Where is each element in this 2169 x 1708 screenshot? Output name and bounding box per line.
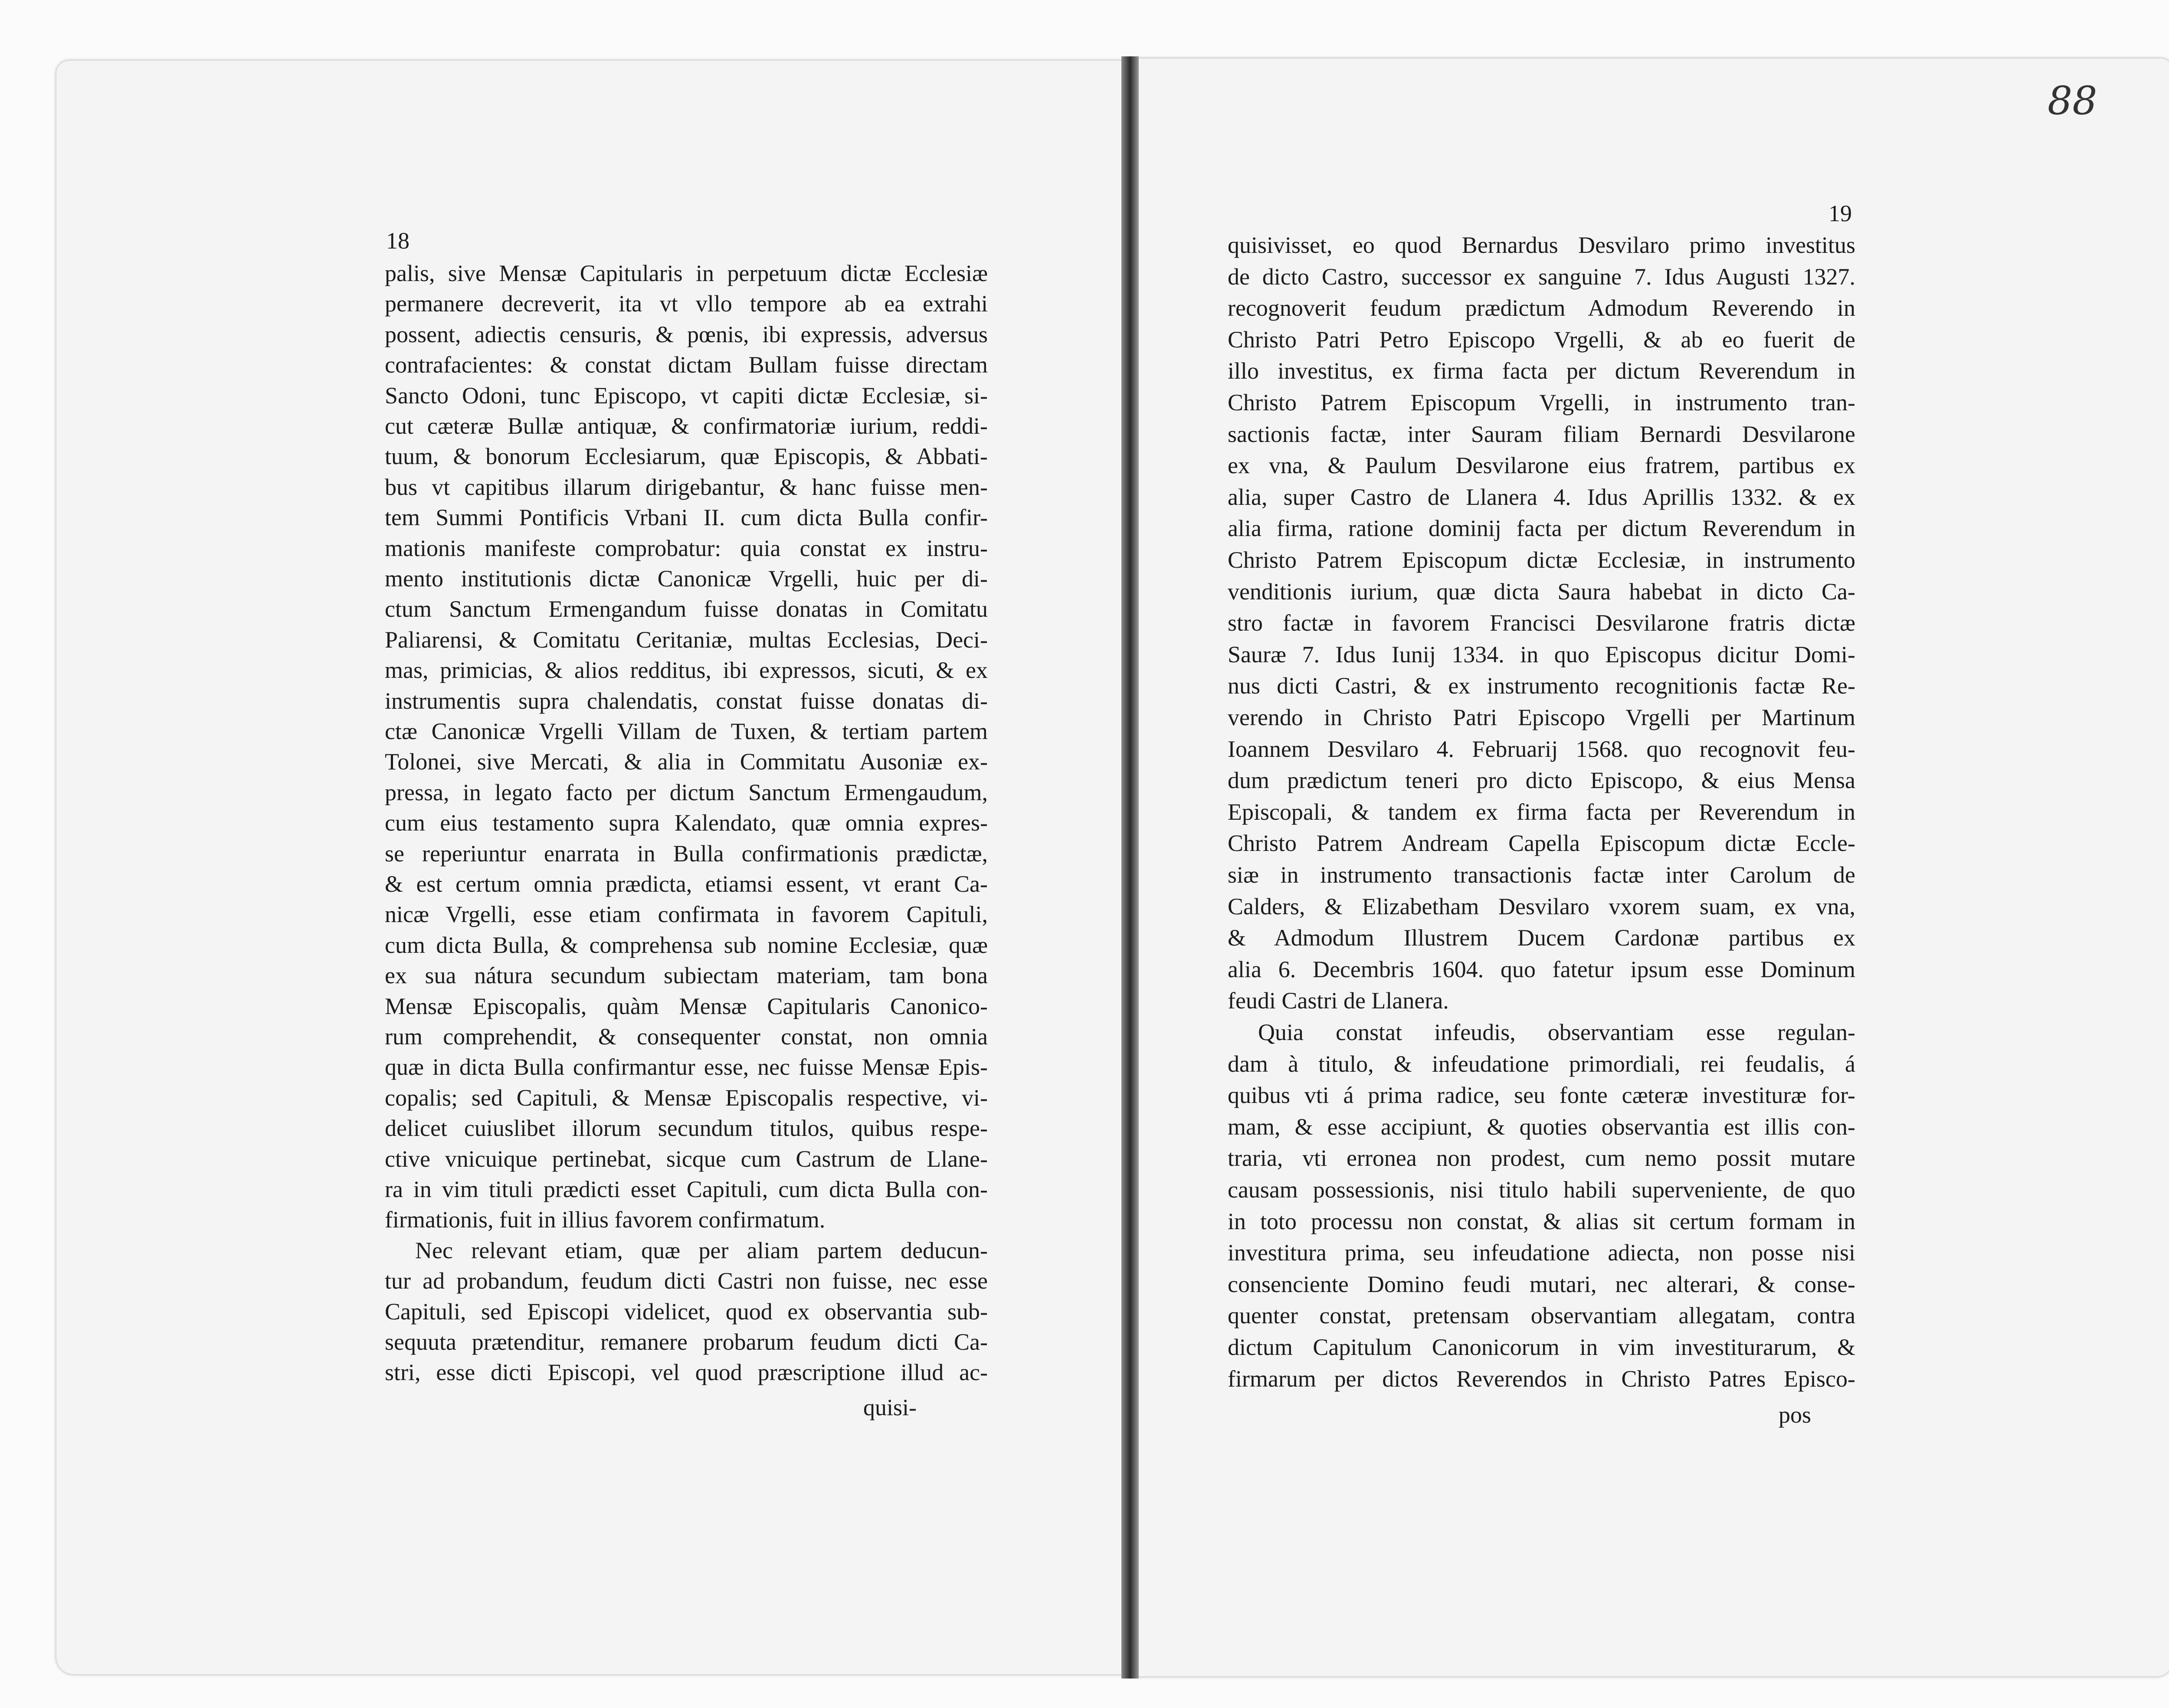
text-line: ctæ Canonicæ Vrgelli Villam de Tuxen, & tertiam partem (385, 718, 988, 744)
text-line: se reperiuntur enarrata in Bulla confirmationis prædictæ, (385, 840, 988, 867)
text-line: quisivisset, eo quod Bernardus Desvilaro primo investitus (1228, 232, 1855, 258)
text-line: Ioannem Desvilaro 4. Februarij 1568. quo recognovit feu- (1228, 736, 1855, 762)
text-line: quibus vti á prima radice, seu fonte cæteræ investituræ for- (1228, 1082, 1855, 1109)
text-line: alia firma, ratione dominij facta per dictum Reverendum in (1228, 515, 1855, 542)
text-line: investitura prima, seu infeudatione adiecta, non posse nisi (1228, 1240, 1855, 1266)
text-line: stri, esse dicti Episcopi, vel quod præscriptione illud ac- (385, 1359, 988, 1386)
folio-number: 88 (2048, 78, 2097, 124)
text-line: Sauræ 7. Idus Iunij 1334. in quo Episcopus dicitur Domi- (1228, 641, 1855, 667)
text-line: cut cæteræ Bullæ antiquæ, & confirmatoriæ iurium, reddi- (385, 413, 988, 439)
text-line: delicet cuiuslibet illorum secundum titulos, quibus respe- (385, 1115, 988, 1142)
text-line: quenter constat, pretensam observantiam allegatam, contra (1228, 1302, 1855, 1329)
text-line: siæ in instrumento transactionis factæ inter Carolum de (1228, 862, 1855, 888)
text-line: pressa, in legato facto per dictum Sanctum Ermengaudum, (385, 779, 988, 805)
text-line: rum comprehendit, & consequenter constat, non omnia (385, 1024, 988, 1050)
left-catchword: quisi- (863, 1394, 917, 1420)
text-line: Episcopali, & tandem ex firma facta per Reverendum in (1228, 798, 1855, 825)
text-line: instrumentis supra chalendatis, constat fuisse donatas di- (385, 687, 988, 714)
text-line: Christo Patrem Episcopum Vrgelli, in instrumento tran- (1228, 389, 1855, 416)
text-line: stro factæ in favorem Francisci Desvilarone fratris dictæ (1228, 610, 1855, 636)
text-line: alia, super Castro de Llanera 4. Idus Aprillis 1332. & ex (1228, 484, 1855, 510)
text-line: de dicto Castro, successor ex sanguine 7. Idus Augusti 1327. (1228, 263, 1855, 290)
text-line: quæ in dicta Bulla confirmantur esse, nec fuisse Mensæ Epis- (385, 1054, 988, 1080)
text-line: tuum, & bonorum Ecclesiarum, quæ Episcopis, & Abbati- (385, 443, 988, 470)
text-line: feudi Castri de Llanera. (1228, 988, 1449, 1014)
text-line: causam possessionis, nisi titulo habili superveniente, de quo (1228, 1177, 1855, 1203)
text-line: tem Summi Pontificis Vrbani II. cum dicta Bulla confir- (385, 504, 988, 531)
left-page-number: 18 (386, 228, 410, 254)
text-line: in toto processu non constat, & alias sit certum formam in (1228, 1208, 1855, 1234)
text-line: sequuta prætenditur, remanere probarum feudum dicti Ca- (385, 1329, 988, 1355)
text-line: ctum Sanctum Ermengandum fuisse donatas in Comitatu (385, 596, 988, 622)
text-line: dam à titulo, & infeudatione primordiali, rei feudalis, á (1228, 1050, 1855, 1077)
text-line: verendo in Christo Patri Episcopo Vrgelli per Martinum (1228, 704, 1855, 730)
text-line: ex sua nátura secundum subiectam materiam, tam bona (385, 962, 988, 989)
text-line: Calders, & Elizabetham Desvilaro vxorem suam, ex vna, (1228, 893, 1855, 919)
text-line: dum prædictum teneri pro dicto Episcopo, & eius Mensa (1228, 767, 1855, 794)
text-line: copalis; sed Capituli, & Mensæ Episcopalis respective, vi- (385, 1084, 988, 1111)
text-line: traria, vti erronea non prodest, cum nemo possit mutare (1228, 1145, 1855, 1171)
text-line: Capituli, sed Episcopi videlicet, quod ex observantia sub- (385, 1298, 988, 1325)
text-line: Christo Patrem Andream Capella Episcopum dictæ Eccle- (1228, 830, 1855, 857)
text-line: cum dicta Bulla, & comprehensa sub nomine Ecclesiæ, quæ (385, 932, 988, 958)
text-line: & Admodum Illustrem Ducem Cardonæ partibus ex (1228, 925, 1855, 951)
text-line: Quia constat infeudis, observantiam esse regulan- (1258, 1019, 1855, 1045)
book-gutter (1121, 56, 1139, 1679)
text-line: bus vt capitibus illarum dirigebantur, & hanc fuisse men- (385, 474, 988, 500)
right-catchword: pos (1779, 1402, 1812, 1428)
right-page-number: 19 (1828, 200, 1852, 226)
text-line: firmationis, fuit in illius favorem confirmatum. (385, 1207, 826, 1233)
text-line: mas, primicias, & alios redditus, ibi expressos, sicuti, & ex (385, 657, 988, 684)
text-line: firmarum per dictos Reverendos in Christo Patres Episco- (1228, 1365, 1855, 1392)
text-line: Paliarensi, & Comitatu Ceritaniæ, multas Ecclesias, Deci- (385, 626, 988, 653)
text-line: possent, adiectis censuris, & pœnis, ibi expressis, adversus (385, 321, 988, 347)
text-line: contrafacientes: & constat dictam Bullam fuisse directam (385, 352, 988, 378)
text-line: sactionis factæ, inter Sauram filiam Bernardi Desvilarone (1228, 421, 1855, 447)
text-line: nicæ Vrgelli, esse etiam confirmata in favorem Capituli, (385, 901, 988, 928)
text-line: alia 6. Decembris 1604. quo fatetur ipsum esse Dominum (1228, 956, 1855, 982)
text-line: recognoverit feudum prædictum Admodum Reverendo in (1228, 295, 1855, 321)
text-line: & est certum omnia prædicta, etiamsi essent, vt erant Ca- (385, 871, 988, 897)
text-line: consenciente Domino feudi mutari, nec alterari, & conse- (1228, 1271, 1855, 1297)
text-line: Christo Patrem Episcopum dictæ Ecclesiæ, in instrumento (1228, 547, 1855, 573)
text-line: ra in vim tituli prædicti esset Capituli, cum dicta Bulla con- (385, 1176, 988, 1202)
text-line: mento institutionis dictæ Canonicæ Vrgelli, huic per di- (385, 566, 988, 592)
text-line: palis, sive Mensæ Capitularis in perpetuum dictæ Ecclesiæ (385, 260, 988, 286)
text-line: tur ad probandum, feudum dicti Castri non fuisse, nec esse (385, 1268, 988, 1294)
text-line: mationis manifeste comprobatur: quia constat ex instru- (385, 535, 988, 561)
text-line: permanere decreverit, ita vt vllo tempore ab ea extrahi (385, 291, 988, 317)
text-line: illo investitus, ex firma facta per dictum Reverendum in (1228, 358, 1855, 384)
text-line: Christo Patri Petro Episcopo Vrgelli, & ab eo fuerit de (1228, 326, 1855, 353)
text-line: ctive vnicuique pertinebat, sicque cum Castrum de Llane- (385, 1145, 988, 1172)
text-line: Sancto Odoni, tunc Episcopo, vt capiti dictæ Ecclesiæ, si- (385, 382, 988, 409)
text-line: Nec relevant etiam, quæ per aliam partem deducun- (415, 1237, 988, 1263)
text-line: nus dicti Castri, & ex instrumento recognitionis factæ Re- (1228, 673, 1855, 699)
text-line: Tolonei, sive Mercati, & alia in Commitatu Ausoniæ ex- (385, 749, 988, 775)
text-line: venditionis iurium, quæ dicta Saura habebat in dicto Ca- (1228, 578, 1855, 605)
text-line: mam, & esse accipiunt, & quoties observantia est illis con- (1228, 1113, 1855, 1140)
text-line: cum eius testamento supra Kalendato, quæ omnia expres- (385, 810, 988, 836)
text-line: dictum Capitulum Canonicorum in vim investiturarum, & (1228, 1334, 1855, 1360)
text-line: Mensæ Episcopalis, quàm Mensæ Capitularis Canonico- (385, 993, 988, 1019)
text-line: ex vna, & Paulum Desvilarone eius fratrem, partibus ex (1228, 452, 1855, 479)
